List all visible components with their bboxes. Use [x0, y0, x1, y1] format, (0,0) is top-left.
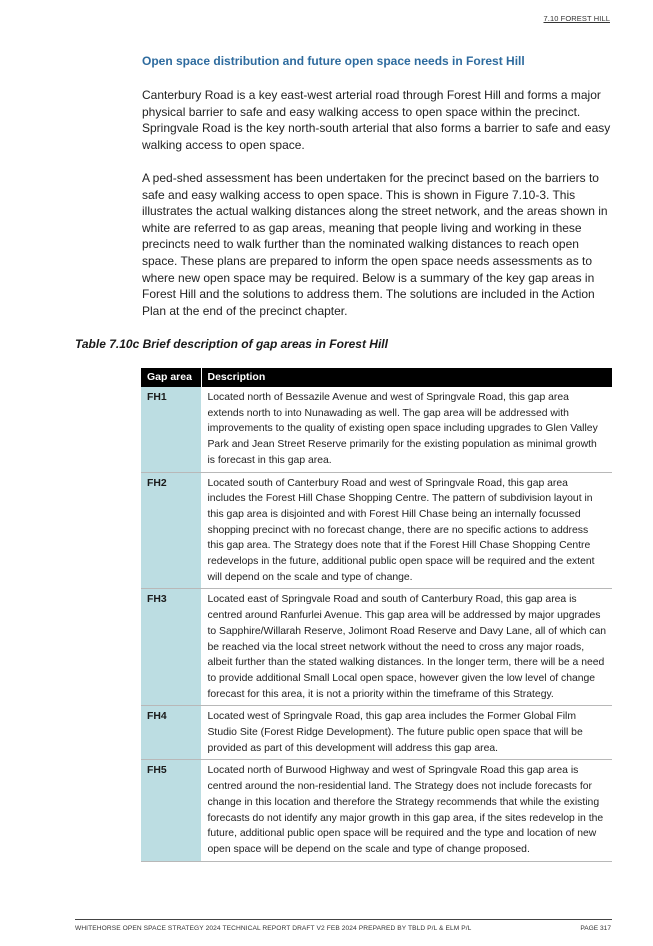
gap-area-id: FH1: [141, 387, 201, 472]
gap-area-description: Located east of Springvale Road and south of Canterbury Road, this gap area is centred around Ranfurlei Avenue. This gap area will be addressed by major upgrades to Sapphire/Willarah Reserve, Jolimont Road Reserve and Davy Lane, all of which can be reached via the local street network without the need to cross any major roads, albeit further than the stated walking distances. In the longer term, there will be a need to provide additional Small Local open space, however given the low level of change forecast for this area, it is not a priority within the timeframe of this Strategy.: [201, 589, 612, 706]
gap-area-description: Located south of Canterbury Road and west of Springvale Road, this gap area includes the Forest Hill Chase Shopping Centre. The pattern of subdivision layout in this gap area is disjointed and with Forest Hill Chase being an internally focussed shopping precinct with no forecast change, there are no specific actions to address this gap area. The Strategy does note that if the Forest Hill Chase Shopping Centre redevelops in the future, additional public open space will be required and the extent will depend on the scale and type of change.: [201, 472, 612, 589]
section-label: 7.10 FOREST HILL: [543, 14, 610, 23]
gap-area-description: Located north of Burwood Highway and west of Springvale Road this gap area is centred around the non-residential land. The Strategy does not include forecasts for change in this location and therefore the Strategy recommends that while the existing forecasts do not identify any major growth in this gap area, if the sites redevelop in the future, additional public open space will be required and the type and location of new open space will be depend on the scale and type of change proposed.: [201, 760, 612, 861]
gap-areas-table: [141, 368, 612, 862]
column-header-gap-area: Gap area: [141, 368, 201, 387]
page-number: PAGE 317: [580, 925, 611, 932]
paragraph-ped-shed: A ped-shed assessment has been undertaken for the precinct based on the barriers to safe and easy walking access to open space. This is shown in Figure 7.10-3. This illustrates the actual walking distances along the street network, and the areas shown in white are referred to as gap areas, meaning that people living and working in these precincts need to walk further than the nominated walking distances to reach open space. These plans are prepared to inform the open space needs assessments as to where new open space may be required. Below is a summary of the key gap areas in Forest Hill and the solutions to address them. The solutions are included in the Action Plan at the end of the precinct chapter.: [142, 171, 608, 318]
footer-divider: [75, 919, 612, 920]
paragraph-barriers: Canterbury Road is a key east-west arterial road through Forest Hill and forms a major physical barrier to safe and easy walking access to open space within the precinct. Springvale Road is the key north-south arterial that also forms a barrier to safe and easy walking access to open space.: [142, 88, 611, 152]
table-row: [141, 760, 612, 861]
table-row: [141, 387, 612, 472]
gap-area-id: FH2: [141, 472, 201, 589]
footer-document-info: WHITEHORSE OPEN SPACE STRATEGY 2024 TECHNICAL REPORT DRAFT V2 FEB 2024 PREPARED BY TBLD P/L & ELM P/L: [75, 925, 472, 932]
table-header-row: [141, 368, 612, 387]
gap-area-id: FH3: [141, 589, 201, 706]
table-row: [141, 589, 612, 706]
section-heading: Open space distribution and future open space needs in Forest Hill: [142, 54, 525, 68]
table-row: [141, 472, 612, 589]
gap-area-id: FH5: [141, 760, 201, 861]
gap-area-description: Located north of Bessazile Avenue and west of Springvale Road, this gap area extends north to into Nunawading as well. The gap area will be addressed with improvements to the quality of existing open space including upgrades to Glen Valley Park and Jean Street Reserve primarily for the existing population as minimal growth is forecast in this gap area.: [201, 387, 612, 472]
gap-area-id: FH4: [141, 706, 201, 760]
column-header-description: Description: [201, 368, 612, 387]
table-row: [141, 706, 612, 760]
gap-area-description: Located west of Springvale Road, this gap area includes the Former Global Film Studio Site (Forest Ridge Development). The future public open space that will be provided as part of this development will address this gap area.: [201, 706, 612, 760]
table-caption: Table 7.10c Brief description of gap areas in Forest Hill: [75, 337, 388, 351]
